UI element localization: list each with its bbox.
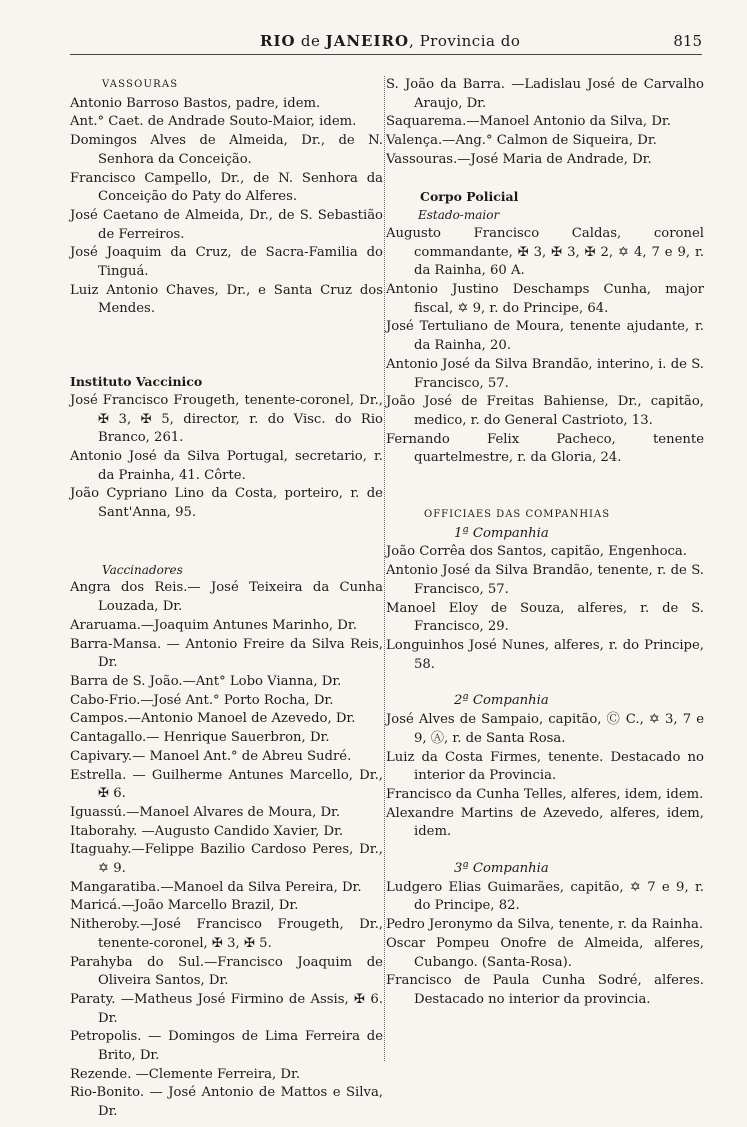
page-header: [70, 30, 702, 55]
vaccinador-entry: Itaborahy. —Augusto Candido Xavier, Dr.: [70, 823, 344, 839]
officiaes-heading: OFFICIAES DAS COMPANHIAS: [424, 509, 611, 521]
estado-maior-entry: João José de Freitas Bahiense, Dr., capitão, medico, r. do General Castrioto, 13.: [386, 394, 704, 428]
estado-list: [386, 225, 704, 468]
instituto-entry: João Cypriano Lino da Costa, porteiro, r. de Sant'Anna, 95.: [70, 486, 383, 521]
vassouras-heading: VASSOURAS: [102, 79, 179, 90]
vassouras-entry: Domingos Alves de Almeida, Dr., de N. Senhora da Conceição.: [70, 133, 383, 167]
vassouras-entry: Luiz Antonio Chaves, Dr., e Santa Cruz dos Mendes.: [70, 282, 383, 317]
running-title: [260, 32, 520, 50]
vassouras-entry: José Joaquim da Cruz, de Sacra-Familia do Tinguá.: [70, 245, 383, 280]
officer-entry: Ludgero Elias Guimarães, capitão, ✡ 7 e 9, r. do Principe, 82.: [386, 879, 704, 914]
right-top-list: [386, 76, 704, 170]
estado-maior-entry: Antonio José da Silva Brandão, interino, i. de S. Francisco, 57.: [386, 356, 704, 391]
vaccinador-entry: Araruama.—Joaquim Antunes Marinho, Dr.: [70, 617, 357, 633]
officer-entry: Manoel Eloy de Souza, alferes, r. de S. Francisco, 29.: [386, 600, 704, 635]
vaccinador-entry: Vassouras.—José Maria de Andrade, Dr.: [386, 151, 652, 167]
estado-maior-entry: Augusto Francisco Caldas, coronel commandante, ✠ 3, ✠ 3, ✠ 2, ✡ 4, 7 e 9, r. da Rainha, 60 A.: [386, 225, 704, 279]
title-provincia: , Provincia do: [409, 32, 521, 50]
left-column: [70, 76, 383, 1122]
column-divider: [384, 76, 385, 1061]
instituto-entry: Antonio José da Silva Portugal, secretario, r. da Prainha, 41. Côrte.: [70, 448, 383, 483]
vassouras-list: [70, 95, 383, 319]
officer-entry: José Alves de Sampaio, capitão, Ⓒ C., ✡ 3, 7 e 9, Ⓐ, r. de Santa Rosa.: [386, 712, 704, 746]
vaccinador-entry: Cabo-Frio.—José Ant.° Porto Rocha, Dr.: [70, 692, 334, 708]
companhia-2-heading: 2ª Companhia: [454, 693, 549, 709]
title-rio: RIO: [260, 32, 296, 50]
officer-entry: Alexandre Martins de Azevedo, alferes, idem, idem.: [386, 805, 704, 840]
title-de: de: [300, 32, 321, 50]
vaccinador-entry: Paraty. —Matheus José Firmino de Assis, ✠ 6. Dr.: [70, 991, 383, 1026]
officer-entry: Longuinhos José Nunes, alferes, r. do Principe, 58.: [386, 637, 704, 672]
estado-maior-entry: Fernando Felix Pacheco, tenente quartelmestre, r. da Gloria, 24.: [386, 431, 704, 466]
vaccinador-entry: Petropolis. — Domingos de Lima Ferreira de Brito, Dr.: [70, 1029, 383, 1064]
title-janeiro: JANEIRO: [325, 32, 410, 50]
vaccinador-entry: S. João da Barra. —Ladislau José de Carvalho Araujo, Dr.: [386, 77, 704, 111]
vaccinador-entry: Rio-Bonito. — José Antonio de Mattos e Silva, Dr.: [70, 1085, 383, 1120]
vaccinador-entry: Maricá.—João Marcello Brazil, Dr.: [70, 898, 299, 914]
instituto-heading: Instituto Vaccinico: [70, 374, 203, 390]
corpo-policial-heading: Corpo Policial: [420, 188, 519, 204]
vaccinador-entry: Barra-Mansa. — Antonio Freire da Silva Reis, Dr.: [70, 636, 383, 671]
estado-maior-heading: Estado-maior: [418, 208, 500, 223]
vaccinadores-heading: Vaccinadores: [102, 562, 183, 577]
vaccinador-entry: Campos.—Antonio Manoel de Azevedo, Dr.: [70, 711, 356, 727]
vaccinador-entry: Saquarema.—Manoel Antonio da Silva, Dr.: [386, 114, 671, 130]
vaccinador-entry: Capivary.— Manoel Ant.° de Abreu Sudré.: [70, 748, 352, 764]
officer-entry: Antonio José da Silva Brandão, tenente, r. de S. Francisco, 57.: [386, 563, 704, 597]
estado-maior-entry: Antonio Justino Deschamps Cunha, major fiscal, ✡ 9, r. do Principe, 64.: [386, 282, 704, 316]
vassouras-entry: Ant.° Caet. de Andrade Souto-Maior, idem.: [70, 114, 357, 130]
vaccinador-entry: Cantagallo.— Henrique Sauerbron, Dr.: [70, 730, 330, 746]
vassouras-entry: José Caetano de Almeida, Dr., de S. Sebastião de Ferreiros.: [70, 207, 383, 242]
vaccinador-entry: Parahyba do Sul.—Francisco Joaquim de Oliveira Santos, Dr.: [70, 954, 383, 989]
companhia-1-heading: 1ª Companhia: [454, 525, 549, 541]
officer-entry: Francisco de Paula Cunha Sodré, alferes. Destacado no interior da provincia.: [386, 973, 704, 1007]
vaccinador-entry: Angra dos Reis.— José Teixeira da Cunha Louzada, Dr.: [70, 580, 383, 615]
vaccinador-entry: Barra de S. João.—Ant° Lobo Vianna, Dr.: [70, 673, 342, 689]
vaccinador-entry: Estrella. — Guilherme Antunes Marcello, Dr., ✠ 6.: [70, 767, 383, 802]
officer-entry: Luiz da Costa Firmes, tenente. Destacado no interior da Provincia.: [386, 749, 704, 784]
page-number: 815: [673, 32, 702, 50]
officer-entry: Oscar Pompeu Onofre de Almeida, alferes, Cubango. (Santa-Rosa).: [386, 935, 704, 970]
vaccinador-entry: Nitheroby.—José Francisco Frougeth, Dr., tenente-coronel, ✠ 3, ✠ 5.: [70, 917, 383, 951]
vaccinador-entry: Itaguahy.—Felippe Bazilio Cardoso Peres, Dr., ✡ 9.: [70, 842, 383, 877]
companhia-2-list: [386, 711, 704, 842]
officer-entry: Pedro Jeronymo da Silva, tenente, r. da Rainha.: [386, 917, 704, 933]
officer-entry: Francisco da Cunha Telles, alferes, idem, idem.: [386, 786, 704, 802]
companhia-3-heading: 3ª Companhia: [454, 861, 549, 877]
companhia-1-list: [386, 543, 704, 674]
companhia-3-list: [386, 879, 704, 1010]
vaccinadores-list: [70, 579, 383, 1121]
vaccinador-entry: Mangaratiba.—Manoel da Silva Pereira, Dr.: [70, 879, 362, 895]
vaccinador-entry: Iguassú.—Manoel Alvares de Moura, Dr.: [70, 804, 341, 820]
vassouras-entry: Antonio Barroso Bastos, padre, idem.: [70, 95, 321, 111]
officer-entry: João Corrêa dos Santos, capitão, Engenhoca.: [386, 544, 687, 560]
vaccinador-entry: Rezende. —Clemente Ferreira, Dr.: [70, 1066, 301, 1082]
right-column: [386, 76, 704, 1010]
vaccinador-entry: Valença.—Ang.° Calmon de Siqueira, Dr.: [386, 133, 657, 149]
instituto-list: [70, 392, 383, 523]
vassouras-entry: Francisco Campello, Dr., de N. Senhora da Conceição do Paty do Alferes.: [70, 170, 383, 205]
estado-maior-entry: José Tertuliano de Moura, tenente ajudante, r. da Rainha, 20.: [386, 319, 704, 354]
instituto-entry: José Francisco Frougeth, tenente-coronel, Dr., ✠ 3, ✠ 5, director, r. do Visc. do Rio Branco, 261.: [70, 392, 383, 446]
